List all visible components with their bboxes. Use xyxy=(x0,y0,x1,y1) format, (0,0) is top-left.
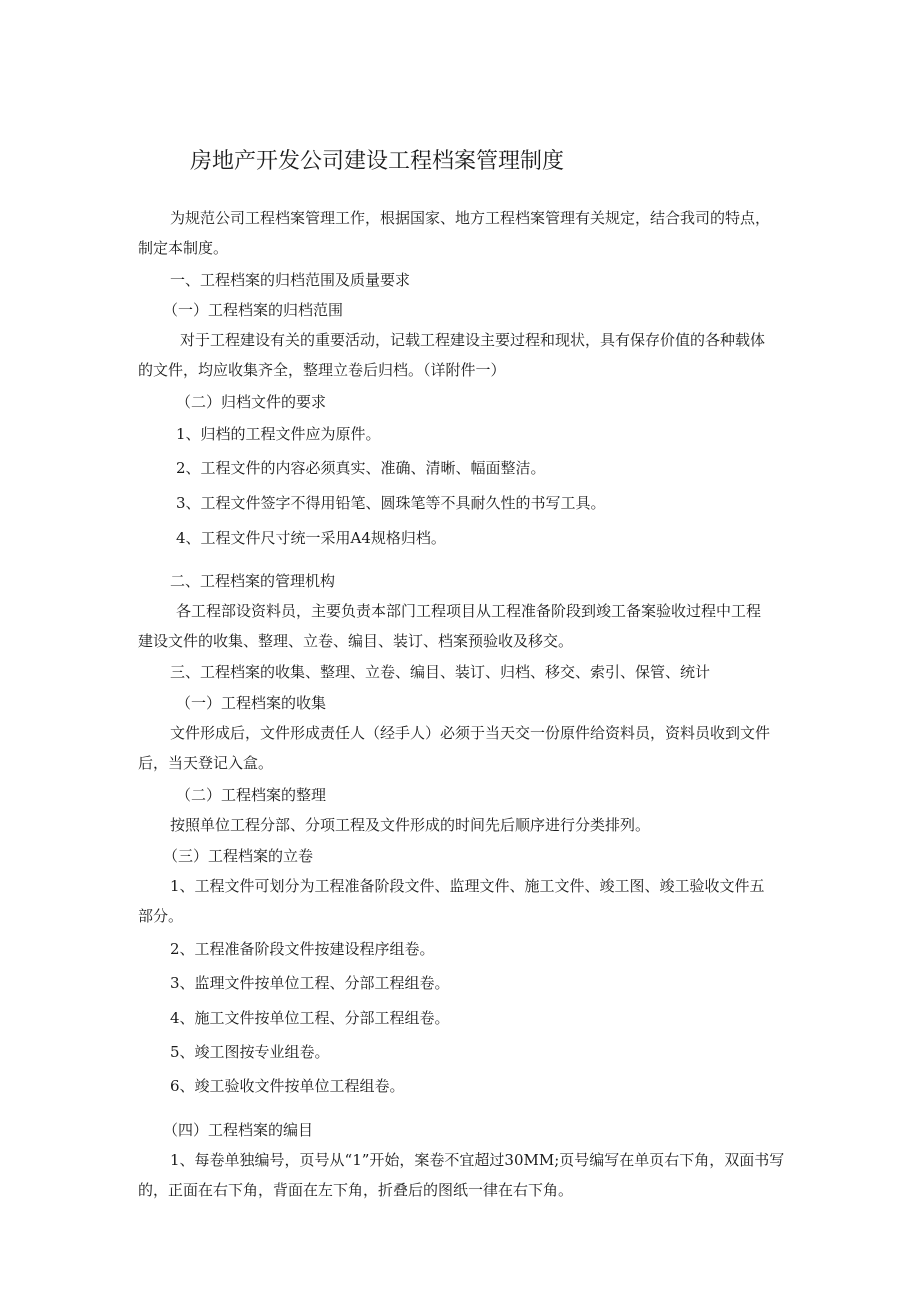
paragraph-line: 后，当天登记入盒。 xyxy=(138,754,274,772)
list-item: 3、监理文件按单位工程、分部工程组卷。 xyxy=(170,974,450,992)
list-item: 5、竣工图按专业组卷。 xyxy=(170,1043,330,1061)
section-3-4-heading: （四）工程档案的编目 xyxy=(163,1121,314,1139)
list-item: 1、归档的工程文件应为原件。 xyxy=(176,425,381,443)
section-3-heading: 三、工程档案的收集、整理、立卷、编目、装订、归档、移交、索引、保管、统计 xyxy=(170,663,711,681)
list-item: 3、工程文件签字不得用铅笔、圆珠笔等不具耐久性的书写工具。 xyxy=(176,494,606,512)
intro-line-2: 制定本制度。 xyxy=(138,239,229,257)
paragraph-line: 对于工程建设有关的重要活动，记载工程建设主要过程和现状，具有保存价值的各种载体 xyxy=(180,331,766,349)
section-3-1-heading: （一）工程档案的收集 xyxy=(176,694,327,712)
section-1-2-heading: （二）归档文件的要求 xyxy=(176,393,327,411)
list-item: 6、竣工验收文件按单位工程组卷。 xyxy=(170,1077,405,1095)
paragraph-line: 文件形成后，文件形成责任人（经手人）必须于当天交一份原件给资料员，资料员收到文件 xyxy=(170,724,771,742)
section-1-heading: 一、工程档案的归档范围及质量要求 xyxy=(170,271,411,289)
section-3-2-heading: （二）工程档案的整理 xyxy=(176,786,327,804)
list-item: 4、工程文件尺寸统一采用A4规格归档。 xyxy=(176,529,446,547)
list-item: 1、每卷单独编号，页号从“1”开始，案卷不宜超过30MM;页号编写在单页右下角，双面书写 xyxy=(170,1151,785,1169)
section-1-1-heading: （一）工程档案的归档范围 xyxy=(163,301,344,319)
paragraph-line: 的文件，均应收集齐全，整理立卷后归档。（详附件一） xyxy=(138,361,506,379)
list-item: 1、工程文件可划分为工程准备阶段文件、监理文件、施工文件、竣工图、竣工验收文件五 xyxy=(170,877,765,895)
list-item: 部分。 xyxy=(138,907,184,925)
list-item: 的，正面在右下角，背面在左下角，折叠后的图纸一律在右下角。 xyxy=(138,1181,574,1199)
section-2-heading: 二、工程档案的管理机构 xyxy=(170,572,336,590)
paragraph-line: 按照单位工程分部、分项工程及文件形成的时间先后顺序进行分类排列。 xyxy=(170,816,651,834)
paragraph-line: 各工程部设资料员，主要负责本部门工程项目从工程准备阶段到竣工备案验收过程中工程 xyxy=(176,602,762,620)
list-item: 2、工程文件的内容必须真实、准确、清晰、幅面整洁。 xyxy=(176,459,546,477)
intro-line-1: 为规范公司工程档案管理工作，根据国家、地方工程档案管理有关规定，结合我司的特点， xyxy=(170,209,771,227)
list-item: 2、工程准备阶段文件按建设程序组卷。 xyxy=(170,940,435,958)
section-3-3-heading: （三）工程档案的立卷 xyxy=(163,847,314,865)
list-item: 4、施工文件按单位工程、分部工程组卷。 xyxy=(170,1009,450,1027)
paragraph-line: 建设文件的收集、整理、立卷、编目、装订、档案预验收及移交。 xyxy=(138,632,574,650)
document-title: 房地产开发公司建设工程档案管理制度 xyxy=(190,149,565,174)
